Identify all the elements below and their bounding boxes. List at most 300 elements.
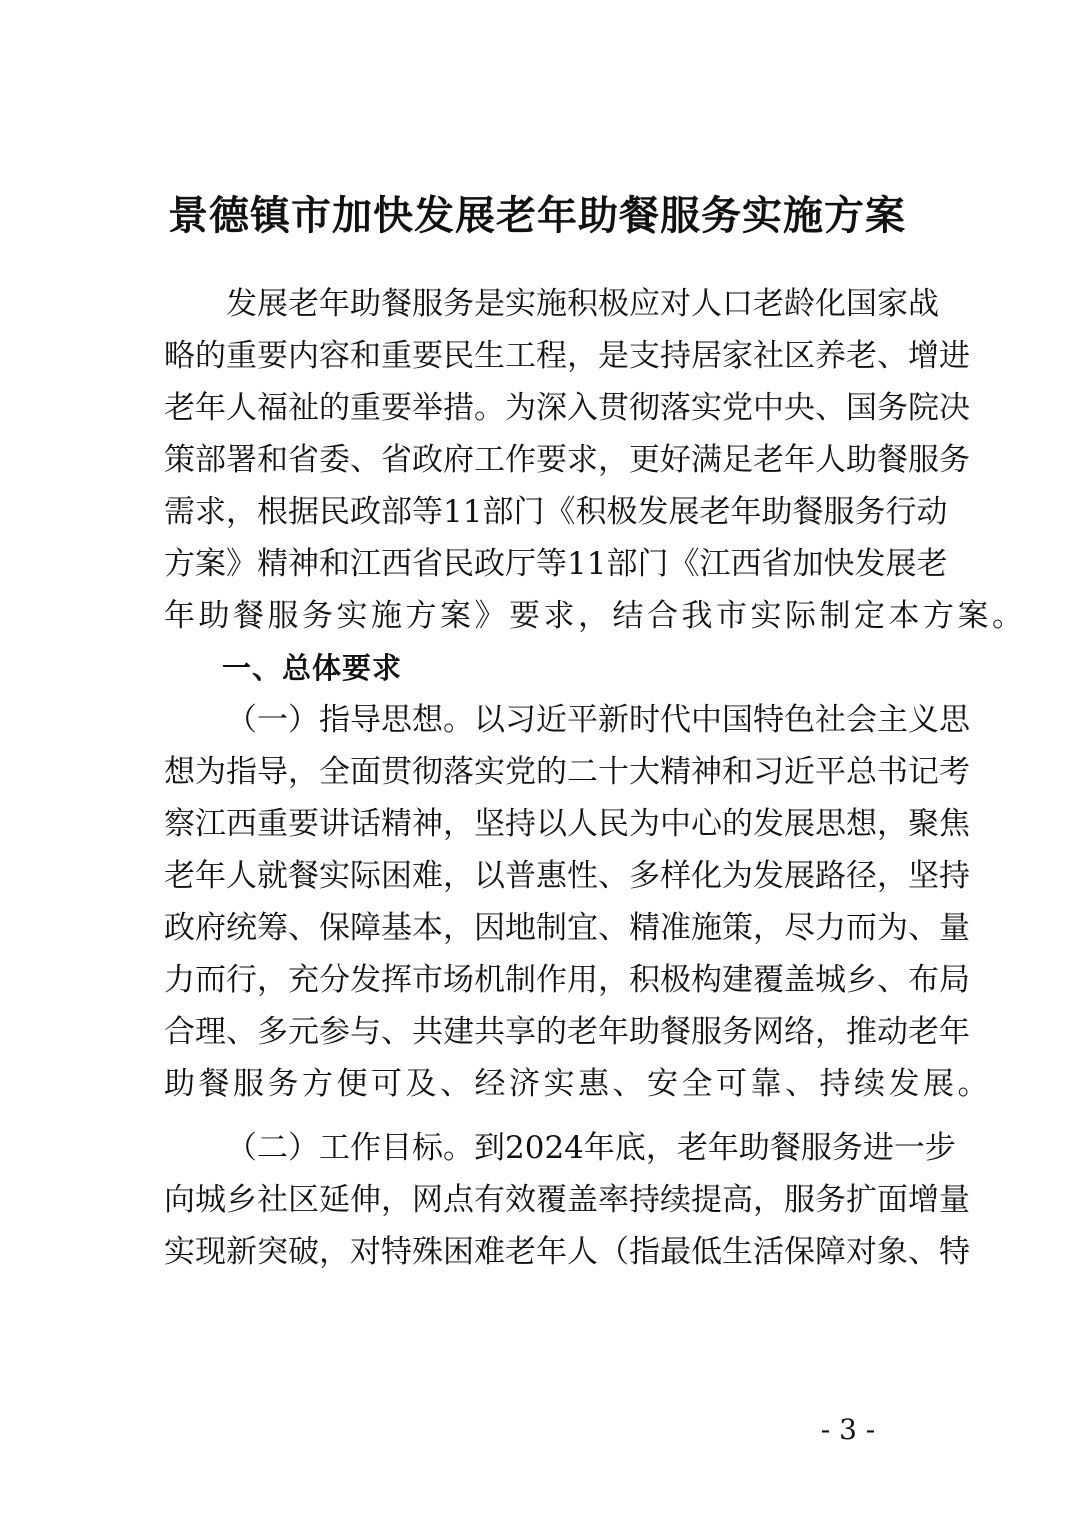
text-glyph: 和	[257, 442, 288, 478]
text-glyph: 二	[567, 754, 598, 790]
text-glyph: 委	[319, 442, 350, 478]
text-glyph: 根	[257, 494, 288, 530]
text-glyph: 餐	[288, 858, 319, 894]
text-glyph: 为	[629, 806, 660, 842]
text-glyph: 要	[381, 390, 412, 426]
text-glyph: 年	[784, 442, 815, 478]
text-glyph: 福	[257, 390, 288, 426]
text-glyph: 覆	[536, 1182, 567, 1218]
text-glyph: 神	[691, 754, 722, 790]
text-glyph: 力	[815, 910, 846, 946]
text-glyph: 障	[350, 910, 381, 946]
text-glyph: 实	[474, 754, 505, 790]
text-glyph: 更	[629, 442, 660, 478]
text-glyph: 老	[164, 390, 195, 426]
text-glyph: 老	[676, 1130, 708, 1166]
text-glyph: 分	[319, 962, 350, 998]
text-glyph: ，	[257, 962, 288, 998]
text-glyph: 发	[226, 286, 257, 322]
text-glyph: 多	[257, 1014, 288, 1050]
text-glyph: 家	[722, 338, 753, 374]
text-glyph: 龄	[784, 286, 815, 322]
text-glyph: 和	[350, 338, 381, 374]
text-glyph: 的	[722, 806, 753, 842]
text-glyph: 民	[443, 338, 474, 374]
text-glyph: 助	[629, 1014, 660, 1050]
text-glyph: 年	[195, 858, 226, 894]
text-glyph: 平	[815, 754, 846, 790]
text-glyph: 制	[505, 962, 536, 998]
text-glyph: 家	[877, 286, 908, 322]
text-glyph: 展	[668, 494, 700, 530]
text-glyph: 助	[350, 286, 381, 322]
text-glyph: 指	[629, 1234, 660, 1270]
text-glyph: （	[226, 1130, 257, 1166]
text-glyph: 以	[474, 858, 505, 894]
text-glyph: 、	[877, 962, 908, 998]
text-glyph: 、	[288, 910, 319, 946]
text-glyph: 讲	[319, 806, 350, 842]
text-glyph: 求	[567, 442, 598, 478]
text-glyph: 低	[691, 1234, 722, 1270]
text-glyph: 社	[753, 338, 784, 374]
text-glyph: 想	[164, 754, 195, 790]
text-glyph: 展	[784, 806, 815, 842]
text-glyph: 际	[350, 858, 381, 894]
text-glyph: 工	[474, 442, 505, 478]
text-glyph: 重	[226, 338, 257, 374]
text-glyph: ，	[877, 806, 908, 842]
text-glyph: 一	[257, 702, 288, 738]
text-glyph: 程	[536, 338, 567, 374]
text-glyph: 进	[939, 338, 970, 374]
text-glyph: ，	[288, 754, 319, 790]
text-glyph: 多	[629, 858, 660, 894]
text-glyph: 快	[823, 546, 855, 582]
text-glyph: 需	[164, 494, 195, 530]
text-glyph: 彻	[629, 390, 660, 426]
text-glyph: 特	[939, 1234, 970, 1270]
text-glyph: 到	[474, 1130, 505, 1166]
text-glyph: 义	[908, 702, 939, 738]
text-glyph: ）	[288, 1130, 319, 1166]
text-glyph: 人	[567, 806, 598, 842]
text-glyph: 主	[877, 702, 908, 738]
intro-paragraph	[164, 278, 1027, 642]
text-glyph: 等	[536, 546, 567, 582]
text-glyph: 乡	[226, 1182, 257, 1218]
text-glyph: 盖	[567, 1182, 598, 1218]
text-glyph: 的	[536, 1014, 567, 1050]
text-glyph: 提	[691, 1182, 722, 1218]
text-glyph: 人	[226, 858, 257, 894]
text-glyph: 对	[350, 1234, 381, 1270]
text-glyph: 老	[505, 1234, 536, 1270]
text-glyph: 神	[412, 806, 443, 842]
text-glyph: 象	[877, 1234, 908, 1270]
text-glyph: 展	[257, 286, 288, 322]
text-glyph: 餐	[877, 442, 908, 478]
text-glyph: 困	[443, 1234, 474, 1270]
text-glyph: ，	[598, 962, 629, 998]
text-glyph: 惠	[536, 858, 567, 894]
text-glyph: 部	[381, 494, 412, 530]
text-glyph: 理	[195, 1014, 226, 1050]
text-glyph: 动	[877, 1014, 908, 1050]
text-glyph: 点	[443, 1182, 474, 1218]
text-glyph: 精	[660, 754, 691, 790]
text-glyph: 发	[753, 858, 784, 894]
text-glyph: 党	[722, 390, 753, 426]
text-glyph: 积	[575, 494, 607, 530]
text-glyph: 局	[939, 962, 970, 998]
text-glyph: 想	[412, 702, 443, 738]
text-glyph: ，	[443, 910, 474, 946]
text-glyph: 底	[614, 1130, 646, 1166]
text-glyph: 发	[753, 806, 784, 842]
text-glyph: 乡	[846, 962, 877, 998]
text-glyph: 中	[691, 702, 722, 738]
text-glyph: 国	[846, 390, 877, 426]
text-glyph: 国	[722, 702, 753, 738]
text-glyph: 年	[319, 286, 350, 322]
text-glyph: 续	[660, 1182, 691, 1218]
text-glyph: 增	[908, 1182, 939, 1218]
text-glyph: 和	[319, 546, 350, 582]
text-glyph: 施	[536, 286, 567, 322]
text-glyph: 门	[513, 494, 545, 530]
text-glyph: 服	[412, 286, 443, 322]
text-glyph: 尽	[784, 910, 815, 946]
paragraph-line	[164, 798, 970, 850]
text-glyph: 老	[699, 494, 731, 530]
text-glyph: 省	[412, 546, 443, 582]
text-glyph: 求	[195, 494, 226, 530]
text-glyph: 机	[474, 962, 505, 998]
paragraph-line	[164, 954, 970, 1006]
text-glyph: 持	[660, 338, 691, 374]
text-glyph: 十	[598, 754, 629, 790]
text-glyph: 会	[846, 702, 877, 738]
text-glyph: 务	[939, 442, 970, 478]
text-glyph: 本	[412, 910, 443, 946]
text-glyph: 老	[288, 286, 319, 322]
text-glyph: 为	[877, 910, 908, 946]
text-glyph: 服	[784, 1182, 815, 1218]
text-glyph: 江	[195, 806, 226, 842]
text-glyph: 路	[815, 858, 846, 894]
text-glyph: ，	[753, 1182, 784, 1218]
text-glyph: 效	[505, 1182, 536, 1218]
text-glyph: 难	[474, 1234, 505, 1270]
text-glyph: 。	[443, 1130, 474, 1166]
text-glyph: 务	[854, 494, 886, 530]
text-glyph: 中	[753, 390, 784, 426]
text-glyph: 发	[637, 494, 669, 530]
text-glyph: 养	[815, 338, 846, 374]
text-glyph: 工	[505, 338, 536, 374]
text-glyph: 化	[815, 286, 846, 322]
text-glyph: 与	[350, 1014, 381, 1050]
text-glyph: 指	[226, 754, 257, 790]
text-glyph: 络	[784, 1014, 815, 1050]
text-glyph: 筹	[257, 910, 288, 946]
text-glyph: 西	[730, 546, 762, 582]
text-glyph: 精	[629, 910, 660, 946]
text-glyph: 老	[908, 1014, 939, 1050]
text-glyph: 、	[226, 1014, 257, 1050]
text-glyph: 有	[474, 1182, 505, 1218]
text-glyph: ，	[226, 494, 257, 530]
text-glyph: 精	[381, 806, 412, 842]
text-glyph: ，	[815, 1014, 846, 1050]
text-glyph: 、	[908, 1234, 939, 1270]
text-glyph: 伸	[350, 1182, 381, 1218]
paragraph-line	[164, 694, 970, 746]
text-glyph: 城	[815, 962, 846, 998]
text-glyph: 准	[660, 910, 691, 946]
text-glyph: 决	[939, 390, 970, 426]
text-glyph: 想	[846, 806, 877, 842]
text-glyph: 极	[660, 962, 691, 998]
text-glyph: 》	[226, 546, 257, 582]
text-glyph: 落	[443, 754, 474, 790]
text-glyph: 共	[412, 1014, 443, 1050]
text-glyph: 导	[350, 702, 381, 738]
text-glyph: 全	[319, 754, 350, 790]
text-glyph: 、	[598, 858, 629, 894]
text-glyph: 民	[443, 546, 474, 582]
text-glyph: 江	[350, 546, 381, 582]
text-glyph: 是	[474, 286, 505, 322]
text-glyph: 基	[381, 910, 412, 946]
text-glyph: 老	[846, 338, 877, 374]
text-glyph: 政	[350, 494, 381, 530]
text-glyph: 为	[722, 858, 753, 894]
text-glyph: 现	[195, 1234, 226, 1270]
text-glyph: 聚	[908, 806, 939, 842]
text-glyph: 网	[753, 1014, 784, 1050]
text-glyph: 实	[164, 1234, 195, 1270]
text-glyph: 内	[288, 338, 319, 374]
text-glyph: 殊	[412, 1234, 443, 1270]
text-glyph: 目	[381, 1130, 412, 1166]
text-glyph: 西	[226, 806, 257, 842]
text-glyph: 案	[195, 546, 226, 582]
text-glyph: 2024	[505, 1130, 584, 1166]
text-glyph: 的	[195, 338, 226, 374]
text-glyph: 行	[885, 494, 917, 530]
text-glyph: 省	[761, 546, 793, 582]
text-glyph: 发	[854, 546, 886, 582]
text-glyph: 保	[784, 1234, 815, 1270]
text-glyph: 祉	[288, 390, 319, 426]
text-glyph: ，	[381, 1182, 412, 1218]
text-glyph: 增	[908, 338, 939, 374]
text-glyph: 区	[288, 1182, 319, 1218]
text-glyph: 神	[288, 546, 319, 582]
text-glyph: 人	[815, 442, 846, 478]
text-glyph: 府	[443, 442, 474, 478]
text-glyph: 和	[722, 754, 753, 790]
paragraph-line	[164, 434, 970, 486]
text-glyph: 贯	[381, 754, 412, 790]
text-glyph: 略	[164, 338, 195, 374]
text-glyph: 足	[722, 442, 753, 478]
text-glyph: 11	[567, 546, 607, 582]
text-glyph: 近	[784, 754, 815, 790]
text-glyph: 江	[699, 546, 731, 582]
text-glyph: 餐	[792, 494, 824, 530]
text-glyph: 贯	[598, 390, 629, 426]
paragraph-line: 年助餐服务实施方案》要求，结合我市实际制定本方案。	[164, 598, 1027, 634]
text-glyph: 老	[753, 442, 784, 478]
text-glyph: 服	[800, 1130, 832, 1166]
text-glyph: 动	[916, 494, 948, 530]
text-glyph: 应	[629, 286, 660, 322]
text-glyph: 、	[815, 390, 846, 426]
text-glyph: 重	[350, 390, 381, 426]
text-glyph: 助	[738, 1130, 770, 1166]
text-glyph: 年	[195, 390, 226, 426]
text-glyph: 宜	[567, 910, 598, 946]
text-glyph: 新	[226, 1234, 257, 1270]
text-glyph: 民	[319, 494, 350, 530]
text-glyph: 习	[505, 702, 536, 738]
text-glyph: 挥	[381, 962, 412, 998]
text-glyph: 政	[474, 546, 505, 582]
text-glyph: 推	[846, 1014, 877, 1050]
text-glyph: 极	[606, 494, 638, 530]
text-glyph: 部	[195, 442, 226, 478]
text-glyph: 人	[567, 1234, 598, 1270]
text-glyph: 务	[722, 1014, 753, 1050]
text-glyph: 合	[164, 1014, 195, 1050]
text-glyph: （	[226, 702, 257, 738]
paragraph-line	[164, 1174, 970, 1226]
text-glyph: 、	[350, 442, 381, 478]
text-glyph: 门	[637, 546, 669, 582]
text-glyph: 策	[164, 442, 195, 478]
text-glyph: 对	[660, 286, 691, 322]
text-glyph: 服	[908, 442, 939, 478]
text-glyph: 共	[474, 1014, 505, 1050]
text-glyph: 务	[443, 286, 474, 322]
text-glyph: 服	[823, 494, 855, 530]
text-glyph: 建	[722, 962, 753, 998]
text-glyph: 年	[707, 1130, 739, 1166]
text-glyph: 省	[381, 442, 412, 478]
text-glyph: 《	[544, 494, 576, 530]
text-glyph: 社	[257, 1182, 288, 1218]
text-glyph: 要	[257, 338, 288, 374]
text-glyph: 高	[722, 1182, 753, 1218]
text-glyph: 支	[629, 338, 660, 374]
text-glyph: 标	[412, 1130, 443, 1166]
text-glyph: 、	[598, 910, 629, 946]
text-glyph: 障	[815, 1234, 846, 1270]
paragraph-line	[164, 278, 939, 330]
text-glyph: 力	[164, 962, 195, 998]
document-body	[164, 278, 1027, 1278]
text-glyph: 年	[536, 1234, 567, 1270]
text-glyph: 展	[784, 858, 815, 894]
guiding-ideology-paragraph	[164, 694, 992, 1110]
text-glyph: 人	[691, 286, 722, 322]
text-glyph: 量	[939, 910, 970, 946]
text-glyph: 建	[443, 1014, 474, 1050]
text-glyph: 工	[319, 1130, 350, 1166]
paragraph-line	[164, 538, 948, 590]
text-glyph: 布	[908, 962, 939, 998]
text-glyph: 难	[412, 858, 443, 894]
text-glyph: 展	[885, 546, 917, 582]
text-glyph: ，	[443, 858, 474, 894]
text-glyph: 书	[877, 754, 908, 790]
text-glyph: 发	[350, 962, 381, 998]
text-glyph: 据	[288, 494, 319, 530]
text-glyph: 积	[567, 286, 598, 322]
text-glyph: 总	[846, 754, 877, 790]
page-number: - 3 -	[820, 1413, 876, 1446]
text-glyph: 重	[257, 806, 288, 842]
text-glyph: 色	[784, 702, 815, 738]
text-glyph: 心	[691, 806, 722, 842]
text-glyph: 务	[815, 1182, 846, 1218]
text-glyph: 署	[226, 442, 257, 478]
section-heading: 一、总体要求	[222, 651, 403, 685]
text-glyph: 覆	[753, 962, 784, 998]
text-glyph: 盖	[784, 962, 815, 998]
text-glyph: 积	[629, 962, 660, 998]
text-glyph: 央	[784, 390, 815, 426]
text-glyph: 以	[474, 702, 505, 738]
text-glyph: 施	[691, 910, 722, 946]
text-glyph: ，	[598, 442, 629, 478]
text-glyph: 导	[257, 754, 288, 790]
text-glyph: ，	[567, 338, 598, 374]
text-glyph: ，	[319, 1234, 350, 1270]
text-glyph: 享	[505, 1014, 536, 1050]
text-glyph: 部	[482, 494, 514, 530]
text-glyph: 地	[505, 910, 536, 946]
text-glyph: 就	[257, 858, 288, 894]
text-glyph: 一	[893, 1130, 925, 1166]
text-glyph: 化	[691, 858, 722, 894]
work-goal-paragraph	[164, 1122, 970, 1278]
text-glyph: 《	[668, 546, 700, 582]
text-glyph: 务	[831, 1130, 863, 1166]
text-glyph: 务	[877, 390, 908, 426]
text-glyph: 、	[381, 1014, 412, 1050]
text-glyph: 举	[412, 390, 443, 426]
text-glyph: 时	[629, 702, 660, 738]
text-glyph: 作	[536, 962, 567, 998]
text-glyph: 场	[443, 962, 474, 998]
text-glyph: 为	[505, 390, 536, 426]
paragraph-line	[164, 746, 970, 798]
text-glyph: 而	[195, 962, 226, 998]
text-glyph: 的	[536, 754, 567, 790]
text-glyph: 老	[753, 286, 784, 322]
text-glyph: 。	[474, 390, 505, 426]
text-glyph: 进	[862, 1130, 894, 1166]
text-glyph: 大	[629, 754, 660, 790]
text-glyph: 满	[691, 442, 722, 478]
text-glyph: 党	[505, 754, 536, 790]
text-glyph: 统	[226, 910, 257, 946]
text-glyph: 元	[288, 1014, 319, 1050]
